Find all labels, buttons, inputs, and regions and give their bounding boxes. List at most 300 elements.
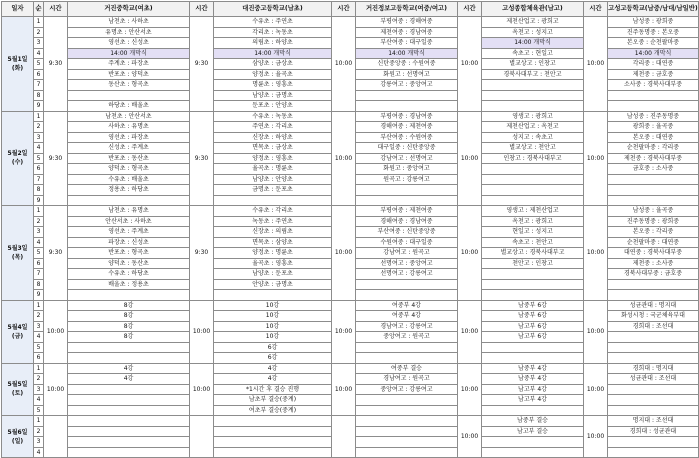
match-cell: 대연중 : 경북사대부중 <box>608 248 699 259</box>
match-cell: 원곡고 : 강릉여고 <box>356 174 458 185</box>
match-cell: 사하초 : 유명초 <box>68 122 190 133</box>
match-cell: 부평여중 : 경남여중 <box>356 111 458 122</box>
match-cell: 수원여중 : 대구일중 <box>356 237 458 248</box>
header-seq: 순 <box>34 2 44 17</box>
match-cell <box>68 290 190 301</box>
match-cell: 순천팔마중 : 각리중 <box>608 143 699 154</box>
match-cell: 14:00 개막식 <box>482 38 584 49</box>
match-cell <box>356 437 458 448</box>
match-cell: 천안고 : 인창고 <box>482 258 584 269</box>
match-cell <box>356 447 458 458</box>
match-cell: 남양초 : 안양초 <box>214 174 332 185</box>
seq-number: 7 <box>34 174 44 185</box>
match-cell: 6강 <box>214 342 332 353</box>
seq-number: 1 <box>34 363 44 374</box>
match-cell <box>608 447 699 458</box>
seq-number: 8 <box>34 90 44 101</box>
match-cell: 수유초 : 배울초 <box>68 174 190 185</box>
seq-number: 3 <box>34 38 44 49</box>
table-row <box>2 363 699 374</box>
match-cell <box>68 405 190 416</box>
match-cell: 남천초 : 안산서초 <box>68 111 190 122</box>
time-cell: 10:00 <box>332 300 356 363</box>
match-cell: 부산여중 : 신탄중앙중 <box>356 227 458 238</box>
match-cell: 선명여고 : 강릉여고 <box>356 269 458 280</box>
seq-number: 4 <box>34 395 44 406</box>
match-cell: 남성중 : 광희중 <box>608 17 699 28</box>
time-cell: 10:00 <box>458 111 482 206</box>
table-row <box>2 416 699 427</box>
match-cell: 반포초 : 형곡초 <box>68 248 190 259</box>
match-cell: 경북사대부고 : 천안고 <box>482 69 584 80</box>
time-cell: 9:30 <box>44 17 68 112</box>
match-cell <box>608 90 699 101</box>
match-cell: 화성시청 : 국군체육부대 <box>608 311 699 322</box>
seq-number: 9 <box>34 101 44 112</box>
time-cell: 10:00 <box>332 17 356 112</box>
match-cell <box>68 447 190 458</box>
match-cell: 남천초 : 유명초 <box>68 206 190 217</box>
seq-number: 4 <box>34 48 44 59</box>
seq-number: 1 <box>34 300 44 311</box>
match-cell <box>68 416 190 427</box>
match-cell: 영선초 : 신성초 <box>68 38 190 49</box>
match-cell: 둔포초 : 안양초 <box>214 101 332 112</box>
seq-number: 2 <box>34 374 44 385</box>
seq-number: 5 <box>34 342 44 353</box>
seq-number: 4 <box>34 237 44 248</box>
day-label: 5월4일 (금) <box>2 300 34 363</box>
match-cell: 남고부 결승 <box>482 426 584 437</box>
match-cell: 남천초 : 사하초 <box>68 17 190 28</box>
match-cell: 동산초 : 형곡초 <box>68 80 190 91</box>
match-cell: 신성초 : 주계초 <box>68 143 190 154</box>
match-cell: 경희대 : 성균관대 <box>608 426 699 437</box>
seq-number: 3 <box>34 132 44 143</box>
match-cell: 별교상고 : 천안고 <box>482 143 584 154</box>
match-cell: 현일고 : 성지고 <box>482 227 584 238</box>
header-venue-daejin: 대진중고등학교(남초) <box>214 2 332 17</box>
match-cell: 화원고 : 선명여고 <box>356 69 458 80</box>
match-cell: 경해여중 : 제천여중 <box>356 122 458 133</box>
time-cell: 10:00 <box>190 363 214 416</box>
match-cell: 수유초 : 각리초 <box>214 206 332 217</box>
match-cell: 남초부 결승(중계) <box>214 395 332 406</box>
day-label: 5월3일 (목) <box>2 206 34 301</box>
match-cell <box>482 185 584 196</box>
match-cell <box>356 185 458 196</box>
match-cell: 의림초 : 하양초 <box>214 38 332 49</box>
time-cell: 9:30 <box>190 17 214 112</box>
match-cell: 각리초 : 녹동초 <box>214 27 332 38</box>
time-cell: 10:00 <box>458 363 482 416</box>
match-cell: 제천중 : 소사중 <box>608 258 699 269</box>
seq-number: 3 <box>34 321 44 332</box>
match-cell: 수유초 : 녹동초 <box>214 111 332 122</box>
match-cell: 삼양초 : 금상초 <box>214 59 332 70</box>
match-cell: 금호중 : 소사중 <box>608 164 699 175</box>
match-cell <box>356 279 458 290</box>
time-cell: 10:00 <box>44 363 68 416</box>
match-cell: 화원고 : 중앙여고 <box>356 164 458 175</box>
match-cell: 옥천고 : 성지고 <box>482 27 584 38</box>
seq-number: 2 <box>34 216 44 227</box>
match-cell: 10강 <box>214 311 332 322</box>
match-cell: 남성중 : 진주동명중 <box>608 111 699 122</box>
seq-number: 5 <box>34 153 44 164</box>
match-cell: 하당초 : 배울초 <box>68 101 190 112</box>
match-cell: 본오중 : 대연중 <box>608 132 699 143</box>
time-cell: 10:00 <box>584 17 608 112</box>
match-cell <box>482 290 584 301</box>
header-row <box>2 2 699 17</box>
match-cell: 10강 <box>214 321 332 332</box>
match-cell: 영생고 : 제천산업고 <box>482 206 584 217</box>
seq-number: 2 <box>34 122 44 133</box>
match-cell: 제천산업고 : 광희고 <box>482 17 584 28</box>
match-cell: 인창고 : 경북사대부고 <box>482 153 584 164</box>
match-cell: 부산여중 : 대구일중 <box>356 38 458 49</box>
match-cell: 성균관대 : 조선대 <box>608 374 699 385</box>
seq-number: 5 <box>34 405 44 416</box>
time-cell: 10:00 <box>44 300 68 363</box>
seq-number: 7 <box>34 80 44 91</box>
match-cell: 수유초 : 주연초 <box>214 17 332 28</box>
match-cell <box>356 101 458 112</box>
match-cell <box>482 437 584 448</box>
match-cell: 명륜초 : 영흥초 <box>214 80 332 91</box>
match-cell: 금명초 : 둔포초 <box>214 185 332 196</box>
seq-number: 1 <box>34 17 44 28</box>
match-cell: 10강 <box>214 300 332 311</box>
seq-number: 2 <box>34 426 44 437</box>
match-cell: 본오중 : 각리중 <box>608 227 699 238</box>
match-cell: 중앙여고 : 강릉여고 <box>356 384 458 395</box>
match-cell: 각리중 : 대연중 <box>608 59 699 70</box>
time-cell <box>190 416 214 458</box>
match-cell <box>608 405 699 416</box>
match-cell: 부평여중 : 제천여중 <box>356 206 458 217</box>
match-cell <box>356 416 458 427</box>
match-cell <box>482 447 584 458</box>
match-cell <box>356 290 458 301</box>
header-venue-goseong-high: 고성고등학교(남중/남대/남일반) <box>608 2 699 17</box>
match-cell: 8강 <box>68 300 190 311</box>
match-cell: 면목초 : 금상초 <box>214 143 332 154</box>
table-row <box>2 111 699 122</box>
match-cell <box>214 416 332 427</box>
match-cell: 남중부 6강 <box>482 300 584 311</box>
match-cell: 경남여고 : 강릉여고 <box>356 321 458 332</box>
seq-number: 8 <box>34 279 44 290</box>
time-cell: 10:00 <box>332 363 356 416</box>
match-cell: 정용초 : 하당초 <box>68 185 190 196</box>
match-cell: 옥천고 : 광희고 <box>482 216 584 227</box>
match-cell <box>482 269 584 280</box>
match-cell: 파장초 : 신성초 <box>68 237 190 248</box>
match-cell <box>482 279 584 290</box>
match-cell: 양정초 : 영흥초 <box>214 153 332 164</box>
match-cell <box>68 90 190 101</box>
match-cell: 성지고 : 속초고 <box>482 132 584 143</box>
match-cell: 주연초 : 각리초 <box>214 122 332 133</box>
match-cell: 수유초 : 하당초 <box>68 269 190 280</box>
match-cell: 6강 <box>214 353 332 364</box>
match-cell: 신탄중앙중 : 수원여중 <box>356 59 458 70</box>
match-cell: 4강 <box>214 363 332 374</box>
table-row <box>2 206 699 217</box>
seq-number: 3 <box>34 227 44 238</box>
match-cell: 양정초 : 율곡초 <box>214 69 332 80</box>
match-cell: 여중부 4강 <box>356 300 458 311</box>
match-cell <box>68 353 190 364</box>
time-cell <box>332 416 356 458</box>
seq-number: 3 <box>34 384 44 395</box>
seq-number: 6 <box>34 258 44 269</box>
match-cell <box>214 437 332 448</box>
match-cell: 남중부 6강 <box>482 311 584 322</box>
header-time-1: 시간 <box>44 2 68 17</box>
seq-number: 9 <box>34 195 44 206</box>
match-cell: 대구일중 : 신탄중앙중 <box>356 143 458 154</box>
match-cell: 양덕초 : 동산초 <box>68 258 190 269</box>
time-cell: 10:00 <box>458 416 482 458</box>
time-cell: 10:00 <box>584 363 608 416</box>
match-cell <box>608 342 699 353</box>
match-cell: 14:00 개막식 <box>214 48 332 59</box>
match-cell <box>608 290 699 301</box>
match-cell <box>68 384 190 395</box>
seq-number: 1 <box>34 111 44 122</box>
match-cell: 부산여중 : 수원여중 <box>356 132 458 143</box>
match-cell <box>608 174 699 185</box>
match-cell: 배울초 : 정용초 <box>68 279 190 290</box>
match-cell: 유명초 : 안산서초 <box>68 27 190 38</box>
time-cell: 9:30 <box>44 111 68 206</box>
match-cell: 안양초 : 금명초 <box>214 279 332 290</box>
match-cell: 제천중 : 경북사대부중 <box>608 153 699 164</box>
match-cell: 양정초 : 명륜초 <box>214 248 332 259</box>
match-cell: 남중부 4강 <box>482 374 584 385</box>
match-cell <box>482 101 584 112</box>
match-cell: 소사중 : 경북사대부중 <box>608 80 699 91</box>
match-cell <box>608 384 699 395</box>
header-date: 일자 <box>2 2 34 17</box>
match-cell <box>482 405 584 416</box>
match-cell: 진주동명중 : 본오중 <box>608 27 699 38</box>
match-cell: 영생고 : 광희고 <box>482 111 584 122</box>
header-time-4: 시간 <box>458 2 482 17</box>
match-cell: 영선초 : 주계초 <box>68 227 190 238</box>
match-cell <box>608 195 699 206</box>
match-cell: 별교상고 : 경북사대부고 <box>482 248 584 259</box>
match-cell <box>608 437 699 448</box>
match-cell: 신장초 : 의림초 <box>214 227 332 238</box>
match-cell: 여초부 결승(중계) <box>214 405 332 416</box>
match-cell: 명지대 : 조선대 <box>608 416 699 427</box>
match-cell: 별교상고 : 인창고 <box>482 59 584 70</box>
match-cell <box>68 426 190 437</box>
match-cell <box>482 80 584 91</box>
match-cell: 8강 <box>68 311 190 322</box>
time-cell: 10:00 <box>584 300 608 363</box>
header-time-5: 시간 <box>584 2 608 17</box>
match-cell <box>482 195 584 206</box>
match-cell <box>356 90 458 101</box>
header-venue-geojin-info: 거진정보고등학교(여중/여고) <box>356 2 458 17</box>
table-row <box>2 300 699 311</box>
match-cell: 남성중 : 율곡중 <box>608 206 699 217</box>
match-cell <box>68 195 190 206</box>
match-cell: 4강 <box>68 363 190 374</box>
match-cell <box>356 195 458 206</box>
match-cell: 남고부 6강 <box>482 321 584 332</box>
seq-number: 2 <box>34 311 44 322</box>
match-cell: 진주동명중 : 광희중 <box>608 216 699 227</box>
time-cell: 10:00 <box>584 416 608 458</box>
match-cell <box>214 447 332 458</box>
match-cell <box>608 101 699 112</box>
match-cell <box>608 185 699 196</box>
match-cell: 남중부 4강 <box>482 363 584 374</box>
day-label: 5월1일 (화) <box>2 17 34 112</box>
match-cell: 14:00 개막식 <box>608 48 699 59</box>
match-cell: 속초고 : 천안고 <box>482 237 584 248</box>
day-label: 5월6일 (일) <box>2 416 34 458</box>
seq-number: 1 <box>34 206 44 217</box>
match-cell <box>214 290 332 301</box>
match-cell: 남중부 결승 <box>482 416 584 427</box>
header-venue-goseong-gym: 고성종합체육관(남고) <box>482 2 584 17</box>
match-cell <box>482 174 584 185</box>
match-cell: 8강 <box>68 321 190 332</box>
time-cell: 10:00 <box>458 300 482 363</box>
match-cell: 선명여고 : 중앙여고 <box>356 258 458 269</box>
day-label: 5월5일 (토) <box>2 363 34 416</box>
match-cell <box>608 332 699 343</box>
match-cell: 여중부 결승 <box>356 363 458 374</box>
match-cell: 신장초 : 하양초 <box>214 132 332 143</box>
match-cell <box>356 426 458 437</box>
match-cell: 안산서초 : 사하초 <box>68 216 190 227</box>
match-cell: 강릉여고 : 중앙여고 <box>356 80 458 91</box>
table-row <box>2 17 699 28</box>
time-cell: 10:00 <box>332 111 356 206</box>
seq-number: 2 <box>34 27 44 38</box>
match-cell: 경희대 : 명지대 <box>608 363 699 374</box>
match-cell: 14:00 개막식 <box>356 48 458 59</box>
match-cell: 중앙여고 : 원곡고 <box>356 332 458 343</box>
match-cell: 4강 <box>68 374 190 385</box>
time-cell: 10:00 <box>584 206 608 301</box>
time-cell: 9:30 <box>190 206 214 301</box>
match-cell: 남양초 : 금명초 <box>214 90 332 101</box>
match-cell: 제천산업고 : 옥천고 <box>482 122 584 133</box>
header-venue-geojin-middle: 거진중학교(여초) <box>68 2 190 17</box>
match-cell: 순천팔마중 : 대연중 <box>608 237 699 248</box>
match-cell: 경남여고 : 원곡고 <box>356 374 458 385</box>
match-cell <box>482 353 584 364</box>
schedule-table <box>1 1 699 458</box>
match-cell <box>608 279 699 290</box>
match-cell: 남고부 4강 <box>482 395 584 406</box>
match-cell <box>608 353 699 364</box>
match-cell: *1시간 후 결승 진행 <box>214 384 332 395</box>
match-cell: 양덕초 : 형곡초 <box>68 164 190 175</box>
match-cell <box>482 90 584 101</box>
seq-number: 6 <box>34 353 44 364</box>
match-cell: 남양초 : 둔포초 <box>214 269 332 280</box>
seq-number: 7 <box>34 269 44 280</box>
match-cell: 면목초 : 삼양초 <box>214 237 332 248</box>
match-cell <box>214 195 332 206</box>
match-cell <box>608 395 699 406</box>
match-cell: 14:00 개막식 <box>68 48 190 59</box>
match-cell: 경희대 : 조선대 <box>608 321 699 332</box>
seq-number: 9 <box>34 290 44 301</box>
time-cell <box>44 416 68 458</box>
time-cell: 9:30 <box>190 111 214 206</box>
seq-number: 6 <box>34 69 44 80</box>
match-cell <box>482 164 584 175</box>
match-cell <box>68 342 190 353</box>
match-cell: 4강 <box>214 374 332 385</box>
match-cell: 본오중 : 순천팔마중 <box>608 38 699 49</box>
match-cell <box>214 426 332 437</box>
seq-number: 5 <box>34 248 44 259</box>
match-cell: 율곡초 : 명륜초 <box>214 164 332 175</box>
match-cell: 남고부 4강 <box>482 384 584 395</box>
match-cell: 강남여고 : 원곡고 <box>356 248 458 259</box>
match-cell: 경해여중 : 경남여중 <box>356 216 458 227</box>
match-cell <box>356 405 458 416</box>
match-cell: 여중부 4강 <box>356 311 458 322</box>
match-cell: 율곡초 : 영흥초 <box>214 258 332 269</box>
match-cell: 경북사대부중 : 금호중 <box>608 269 699 280</box>
match-cell: 강남여고 : 선명여고 <box>356 153 458 164</box>
header-time-3: 시간 <box>332 2 356 17</box>
match-cell <box>356 353 458 364</box>
seq-number: 4 <box>34 447 44 458</box>
header-time-2: 시간 <box>190 2 214 17</box>
match-cell: 10강 <box>214 332 332 343</box>
match-cell: 영선초 : 파장초 <box>68 132 190 143</box>
match-cell: 광희중 : 율곡중 <box>608 122 699 133</box>
match-cell: 부평여중 : 경해여중 <box>356 17 458 28</box>
match-cell <box>356 342 458 353</box>
seq-number: 6 <box>34 164 44 175</box>
match-cell <box>482 342 584 353</box>
match-cell <box>68 395 190 406</box>
match-cell: 남고부 6강 <box>482 332 584 343</box>
time-cell: 9:30 <box>44 206 68 301</box>
time-cell: 10:00 <box>332 206 356 301</box>
time-cell: 10:00 <box>584 111 608 206</box>
seq-number: 4 <box>34 332 44 343</box>
match-cell: 속초고 : 현일고 <box>482 48 584 59</box>
time-cell: 10:00 <box>190 300 214 363</box>
time-cell: 10:00 <box>458 17 482 112</box>
match-cell: 제천중 : 금호중 <box>608 69 699 80</box>
seq-number: 1 <box>34 416 44 427</box>
match-cell: 주계초 : 파장초 <box>68 59 190 70</box>
match-cell: 제천여중 : 경남여중 <box>356 27 458 38</box>
match-cell: 녹동초 : 주연초 <box>214 216 332 227</box>
match-cell <box>356 395 458 406</box>
match-cell: 반포초 : 양덕초 <box>68 69 190 80</box>
seq-number: 4 <box>34 143 44 154</box>
day-label: 5월2일 (수) <box>2 111 34 206</box>
